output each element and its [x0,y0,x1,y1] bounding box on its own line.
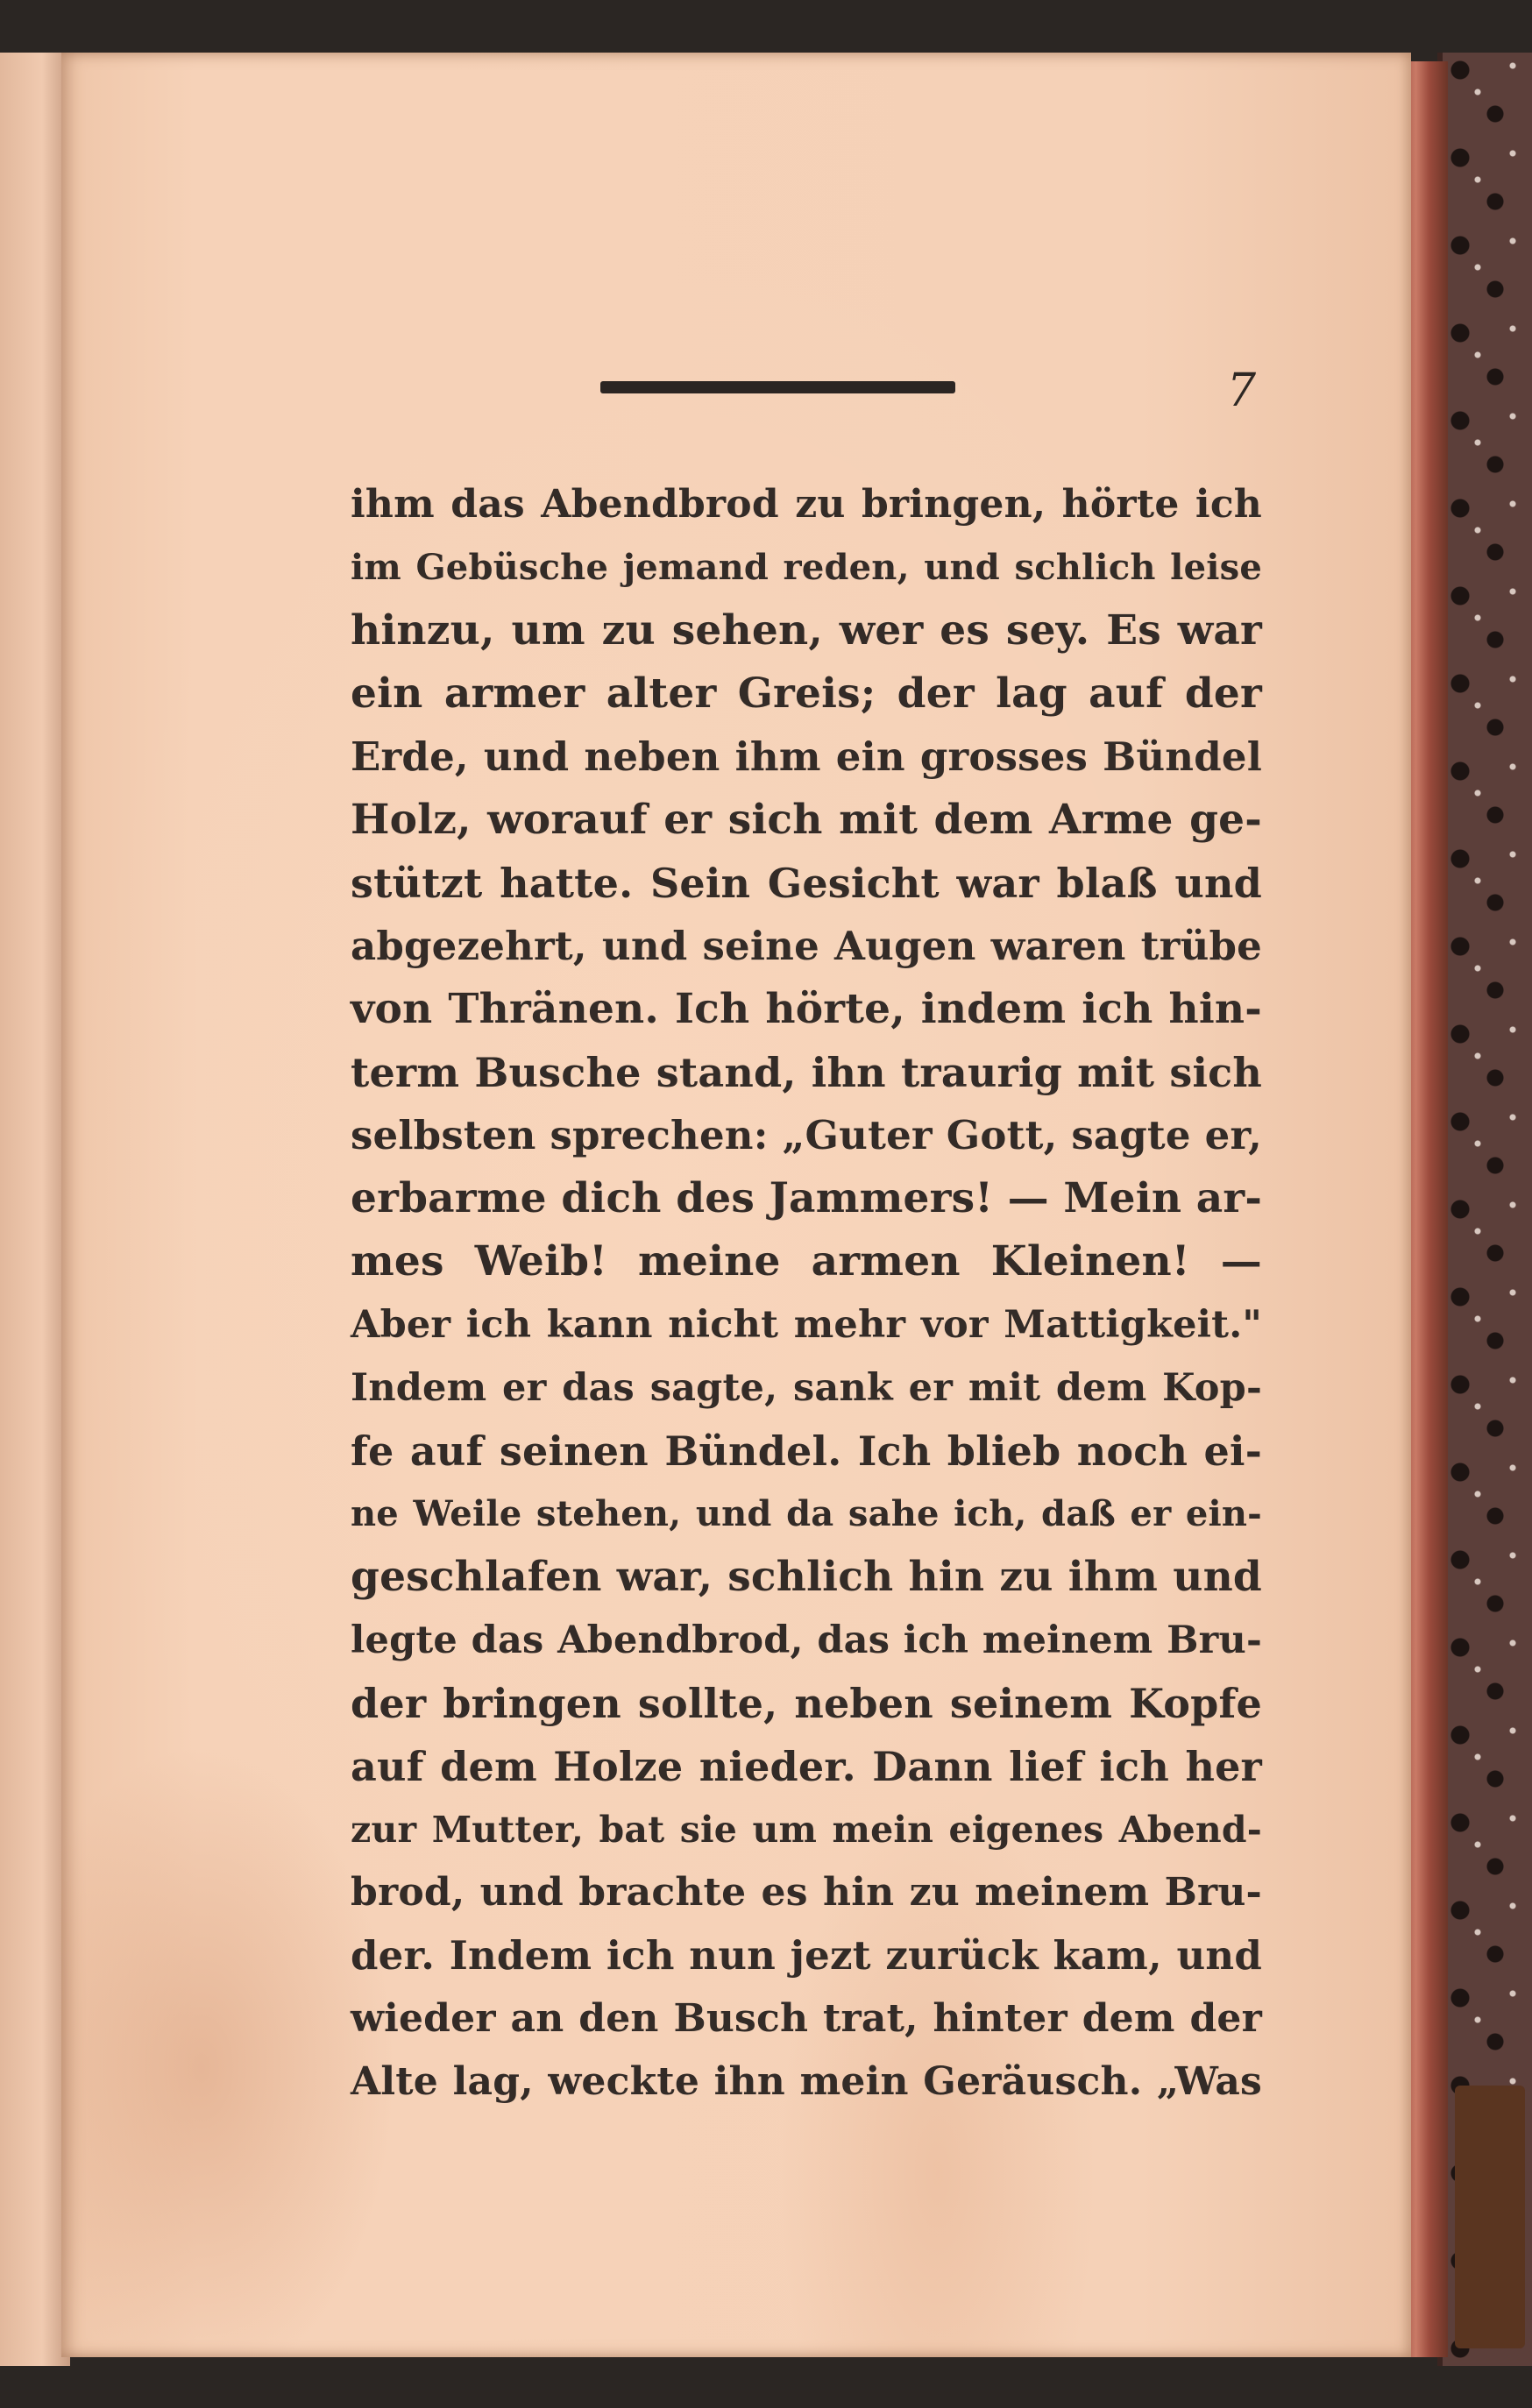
text-line: auf dem Holze nieder. Dann lief ich her [351,1743,1262,1790]
book-cover-leather-corner [1455,2086,1525,2348]
text-line: Aber ich kann nicht mehr vor Mattigkeit." [351,1303,1262,1347]
text-line: Alte lag, weckte ihn mein Geräusch. „Was [351,2059,1262,2104]
text-line: fe auf seinen Bündel. Ich blieb noch ei- [351,1427,1262,1475]
text-line: ne Weile stehen, und da sahe ich, daß er ein- [351,1493,1262,1534]
text-line: Holz, worauf er sich mit dem Arme ge- [351,796,1262,844]
text-line: erbarme dich des Jammers! — Mein ar- [351,1174,1263,1222]
text-line: legte das Abendbrod, das ich meinem Bru- [351,1618,1262,1662]
facing-page-edge [0,53,70,2366]
text-line: geschlafen war, schlich hin zu ihm und [351,1553,1262,1601]
header-rule [600,381,955,393]
book-cover-pattern [1437,53,1532,2366]
text-line: der. Indem ich nun jezt zurück kam, und [351,1932,1262,1979]
text-line: ihm das Abendbrod zu bringen, hörte ich [351,482,1262,527]
text-line: abgezehrt, und seine Augen waren trübe [351,923,1262,969]
text-line: wieder an den Busch trat, hinter dem der [351,1996,1262,2041]
text-line: mes Weib! meine armen Kleinen! — [351,1237,1262,1285]
book-page [61,53,1411,2357]
text-line: ein armer alter Greis; der lag auf der [351,669,1262,718]
text-line: Erde, und neben ihm ein grosses Bündel [351,733,1262,780]
text-line: der bringen sollte, neben seinem Kopfe [351,1680,1262,1727]
page-number: 7 [1227,365,1257,417]
text-line: stützt hatte. Sein Gesicht war blaß und [351,860,1262,907]
text-line: hinzu, um zu sehen, wer es sey. Es war [351,606,1262,655]
text-line: selbsten sprechen: „Guter Gott, sagte er, [351,1112,1262,1158]
body-text [351,473,1262,2114]
text-line: term Busche stand, ihn traurig mit sich [351,1049,1262,1096]
text-line: brod, und brachte es hin zu meinem Bru- [351,1870,1262,1915]
text-line: Indem er das sagte, sank er mit dem Kop- [351,1366,1262,1410]
text-line: zur Mutter, bat sie um mein eigenes Abend- [351,1809,1262,1851]
text-line: im Gebüsche jemand reden, und schlich leise [351,547,1262,588]
text-line: von Thränen. Ich hörte, indem ich hin- [351,985,1262,1033]
